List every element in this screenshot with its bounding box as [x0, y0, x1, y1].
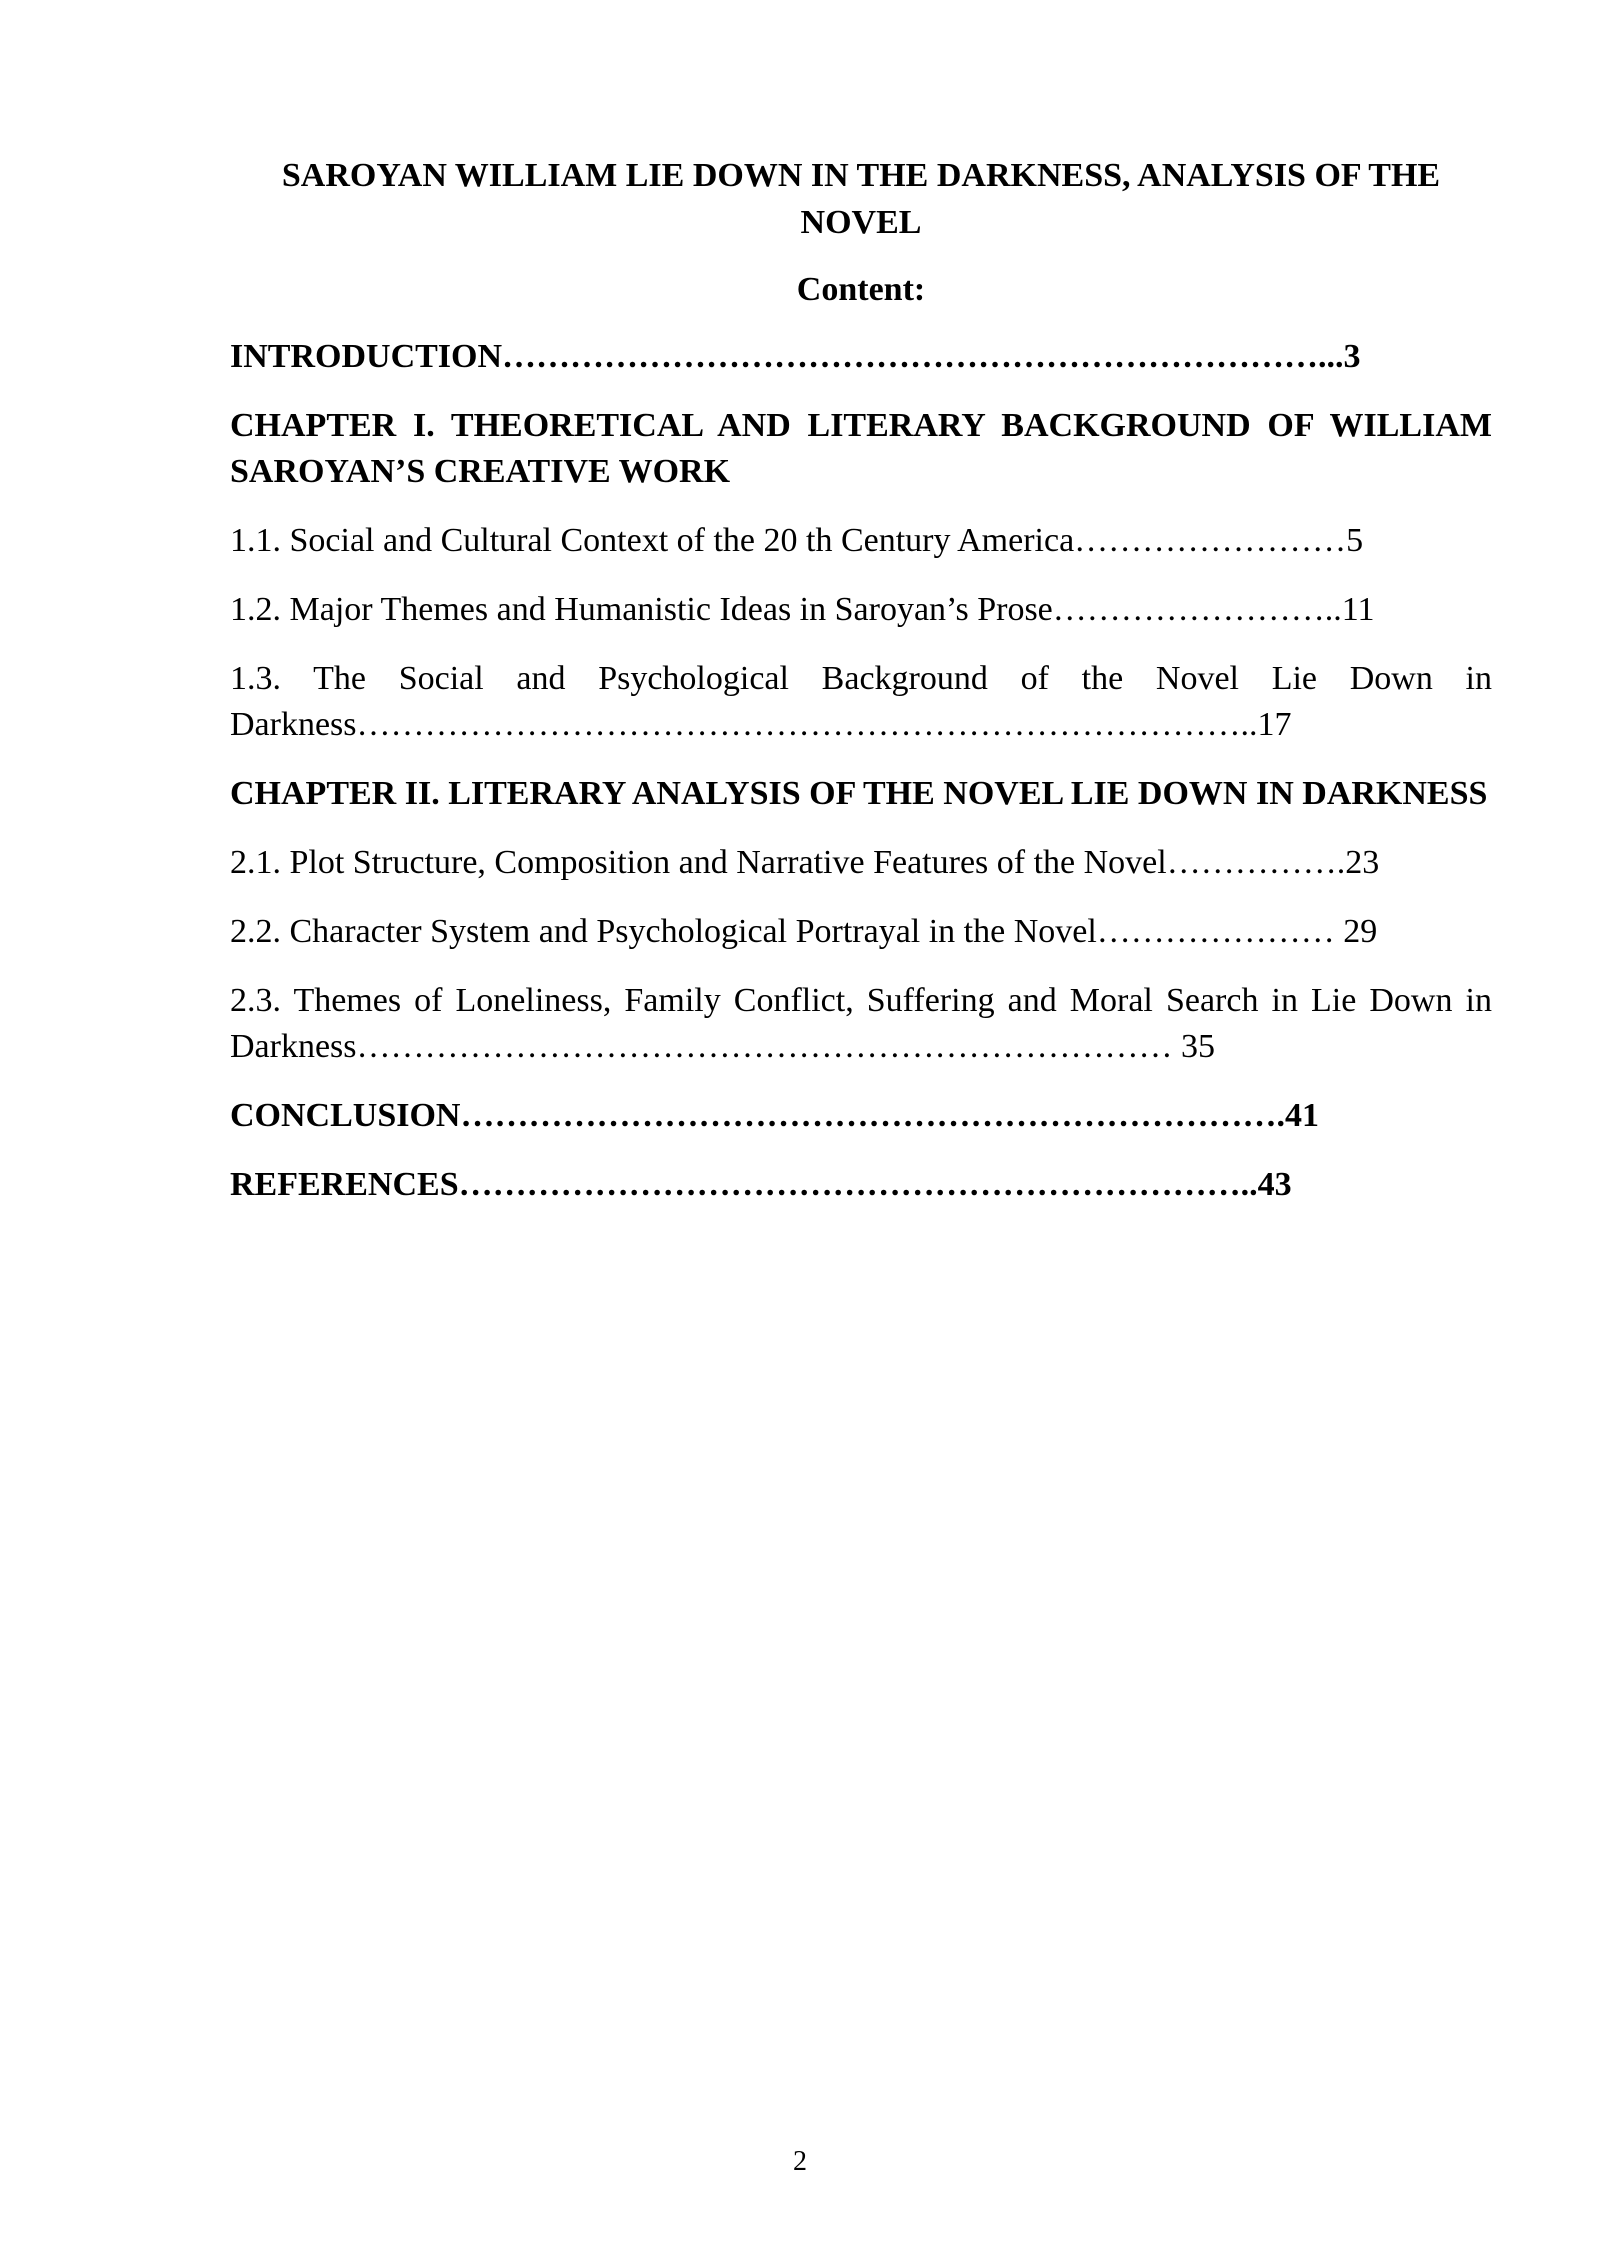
toc-entry-1-1: 1.1. Social and Cultural Context of the 20 th Century America……………………5 — [230, 522, 1364, 559]
document-title: SAROYAN WILLIAM LIE DOWN IN THE DARKNESS, ANALYSIS OF THE NOVEL — [281, 157, 1441, 241]
toc-entry-introduction: INTRODUCTION………………………………………………………………...3 — [230, 338, 1361, 375]
toc-entry-chapter-1: CHAPTER I. THEORETICAL AND LITERARY BACKGROUND OF WILLIAM SAROYAN’S CREATIVE WORK — [230, 407, 1492, 490]
toc-entry-2-1: 2.1. Plot Structure, Composition and Narrative Features of the Novel…………….23 — [230, 844, 1380, 881]
content-heading: Content: — [796, 271, 926, 308]
toc-entry-references: REFERENCES……………………………………………………………..43 — [230, 1166, 1292, 1203]
toc-entry-1-2: 1.2. Major Themes and Humanistic Ideas in Saroyan’s Prose……………………..11 — [230, 591, 1375, 628]
toc-entry-conclusion: CONCLUSION……………………………………………………………….41 — [230, 1097, 1319, 1134]
toc-entry-1-3: 1.3. The Social and Psychological Background of the Novel Lie Down in Darkness……………………………………………………………………..17 — [230, 660, 1492, 743]
toc-entry-2-3: 2.3. Themes of Loneliness, Family Conflict, Suffering and Moral Search in Lie Down in Darkness……………………………………………………………… 35 — [230, 982, 1492, 1065]
page-number: 2 — [793, 2146, 807, 2177]
toc-entry-2-2: 2.2. Character System and Psychological Portrayal in the Novel………………… 29 — [230, 913, 1378, 950]
table-of-contents — [230, 334, 1492, 1231]
toc-entry-chapter-2: CHAPTER II. LITERARY ANALYSIS OF THE NOVEL LIE DOWN IN DARKNESS — [230, 775, 1488, 812]
